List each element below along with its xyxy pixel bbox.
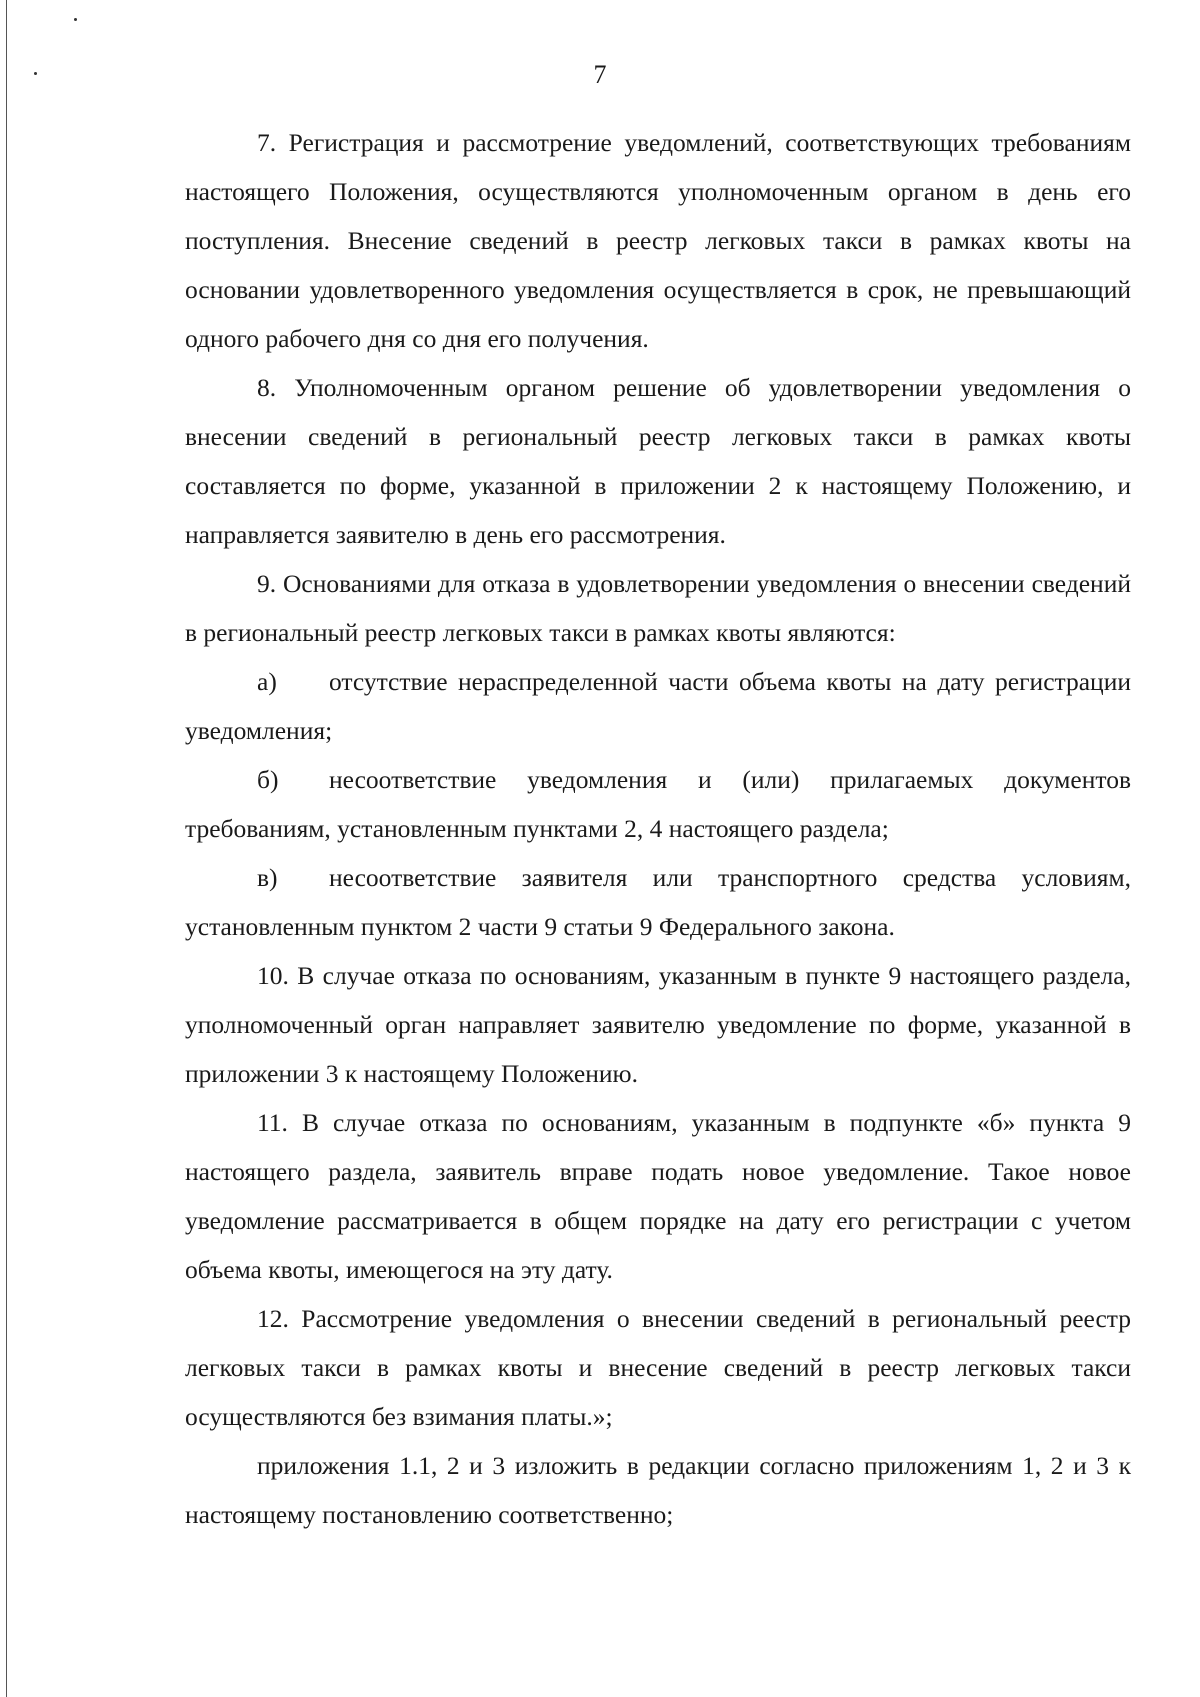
paragraph-final: приложения 1.1, 2 и 3 изложить в редакции согласно приложениям 1, 2 и 3 к настоящему постановлению соответственно; bbox=[185, 1451, 1131, 1529]
paragraph-8: 8. Уполномоченным органом решение об удовлетворении уведомления о внесении сведений в региональный реестр легковых такси в рамках квоты составляется по форме, указанной в приложении 2 к настоящему Положению, и направляется заявителю в день его рассмотрения. bbox=[185, 373, 1131, 549]
paragraph-11: 11. В случае отказа по основаниям, указанным в подпункте «б» пункта 9 настоящего раздела, заявитель вправе подать новое уведомление. Такое новое уведомление рассматривается в общем порядке на дату его регистрации с учетом объема квоты, имеющегося на эту дату. bbox=[185, 1108, 1131, 1284]
item-marker: в) bbox=[257, 863, 278, 892]
item-text: отсутствие нераспределенной части объема квоты на дату регистрации уведомления; bbox=[185, 667, 1131, 745]
paragraph-10: 10. В случае отказа по основаниям, указанным в пункте 9 настоящего раздела, уполномоченный орган направляет заявителю уведомление по форме, указанной в приложении 3 к настоящему Положению. bbox=[185, 961, 1131, 1088]
item-marker: б) bbox=[257, 765, 279, 794]
paragraph-7: 7. Регистрация и рассмотрение уведомлений, соответствующих требованиям настоящего Положения, осуществляются уполномоченным органом в день его поступления. Внесение сведений в реестр легковых такси в рамках квоты на основании удовлетворенного уведомления осуществляется в срок, не превышающий одного рабочего дня со дня его получения. bbox=[185, 128, 1131, 353]
paragraph-9-item-b bbox=[185, 755, 1131, 853]
paragraph-9: 9. Основаниями для отказа в удовлетворении уведомления о внесении сведений в региональный реестр легковых такси в рамках квоты являются: bbox=[185, 569, 1131, 647]
paragraph-9-item-v bbox=[185, 853, 1131, 951]
document-body bbox=[185, 118, 1131, 1539]
item-text: несоответствие уведомления и (или) прилагаемых документов требованиям, установленным пунктами 2, 4 настоящего раздела; bbox=[185, 765, 1131, 843]
item-text: несоответствие заявителя или транспортного средства условиям, установленным пунктом 2 части 9 статьи 9 Федерального закона. bbox=[185, 863, 1131, 941]
page-number: 7 bbox=[593, 60, 607, 89]
scan-speck bbox=[74, 18, 77, 21]
paragraph-9-item-a bbox=[185, 657, 1131, 755]
paragraph-12: 12. Рассмотрение уведомления о внесении сведений в региональный реестр легковых такси в рамках квоты и внесение сведений в реестр легковых такси осуществляются без взимания платы.»; bbox=[185, 1304, 1131, 1431]
item-marker: а) bbox=[257, 667, 277, 696]
scan-left-edge bbox=[6, 0, 7, 1697]
